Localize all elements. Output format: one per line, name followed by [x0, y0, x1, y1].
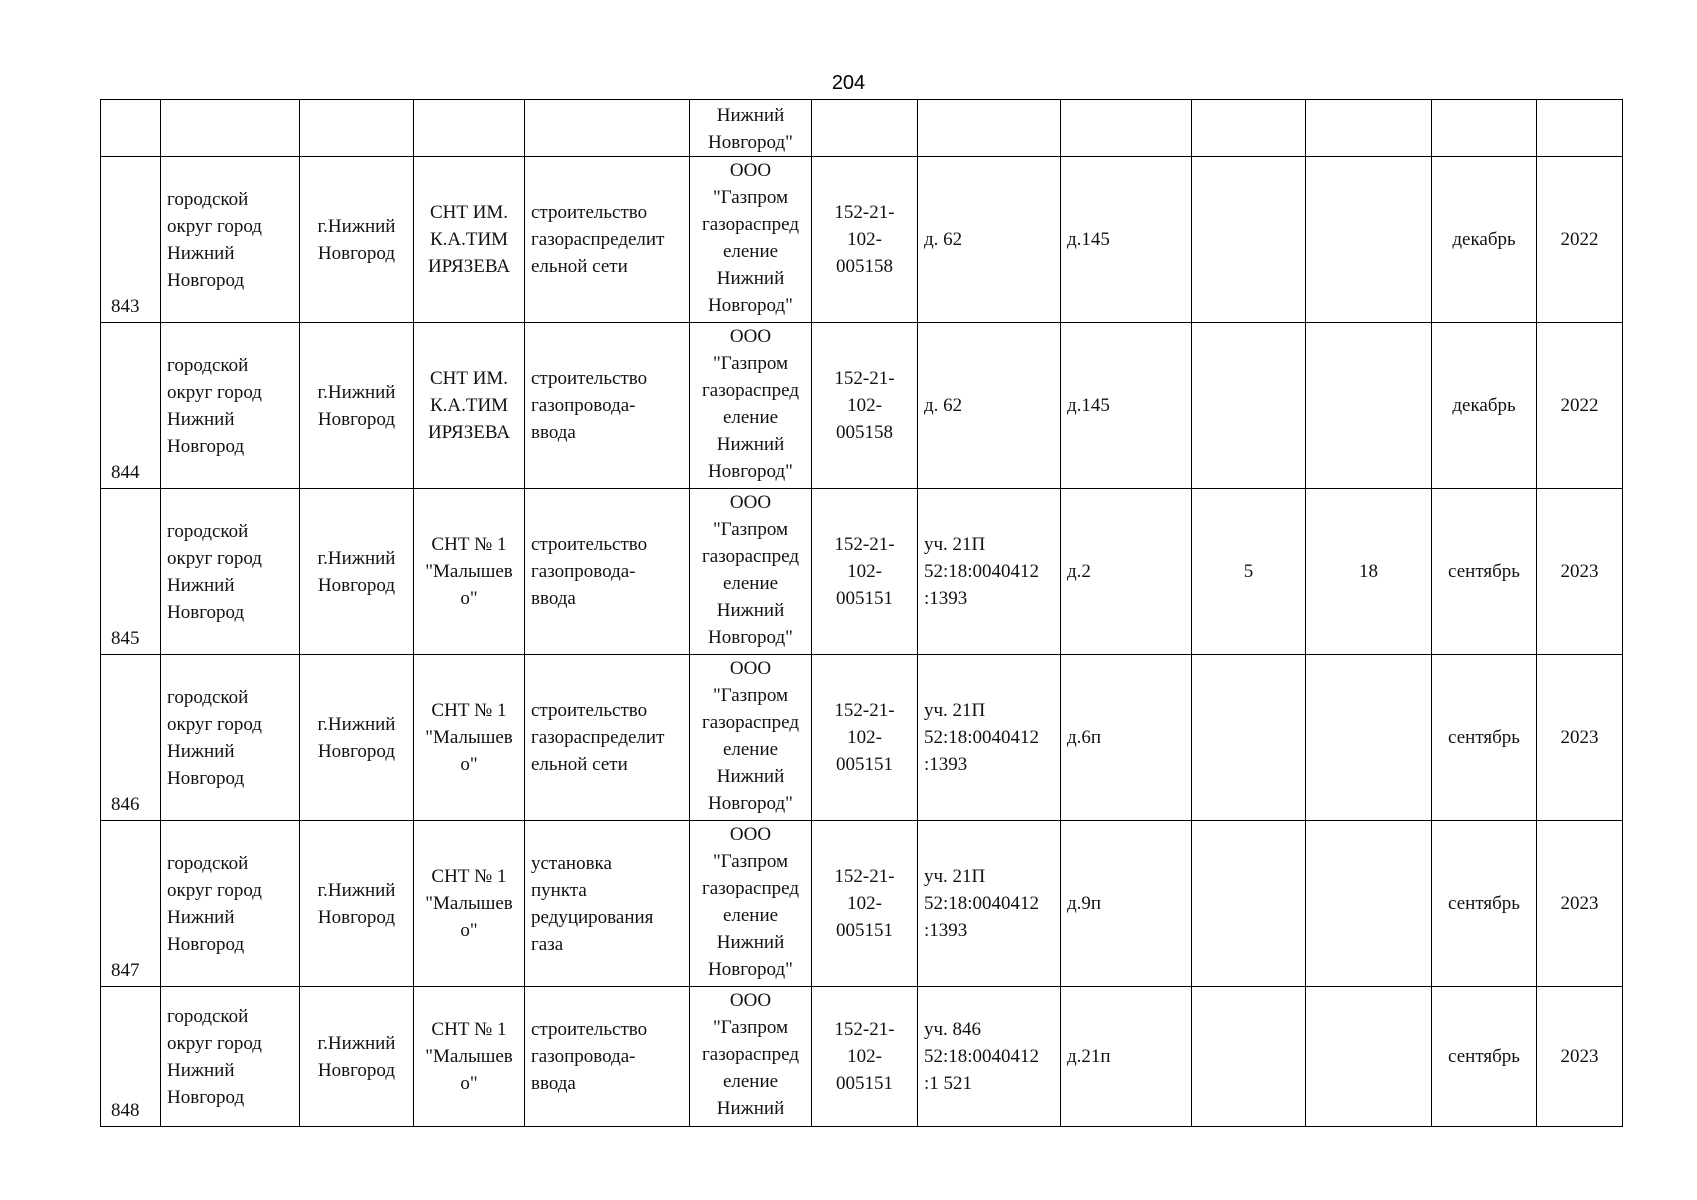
cell-code: [812, 100, 918, 157]
cell-code: [812, 323, 918, 489]
table-row-continuation: [101, 100, 1623, 157]
cell-org: [690, 821, 812, 987]
cell-district: [161, 323, 300, 489]
cell-c10-text: 5: [1243, 561, 1254, 582]
cell-snt-text: СНТ № 1 "Малышев о": [425, 700, 513, 775]
cell-c11: [1306, 157, 1432, 323]
cell-district: [161, 821, 300, 987]
cell-month: [1432, 987, 1537, 1127]
cell-work-text: строительство газораспределит ельной сети: [531, 700, 665, 775]
cell-month: [1432, 821, 1537, 987]
cell-org-text: ООО "Газпром газораспред еление Нижний Новгород": [701, 824, 799, 980]
cell-year-text: 2022: [1560, 229, 1599, 250]
cell-city-text: г.Нижний Новгород: [317, 713, 396, 762]
cell-plot: [918, 821, 1061, 987]
cell-year: [1537, 323, 1623, 489]
cell-c10: [1192, 987, 1306, 1127]
cell-num: [101, 987, 161, 1127]
cell-month: [1432, 655, 1537, 821]
cell-org: [690, 655, 812, 821]
cell-snt-text: СНТ № 1 "Малышев о": [425, 866, 513, 941]
cell-city: [300, 489, 414, 655]
cell-org-text: ООО "Газпром газораспред еление Нижний Новгород": [701, 326, 799, 482]
cell-code-text: 152-21- 102- 005158: [834, 368, 895, 443]
cell-work: [525, 323, 690, 489]
cell-district-text: городской округ город Нижний Новгород: [167, 852, 262, 955]
cell-code: [812, 821, 918, 987]
cell-year-text: 2023: [1560, 893, 1599, 914]
cell-code: [812, 655, 918, 821]
cell-snt-text: СНТ ИМ. К.А.ТИМ ИРЯЗЕВА: [427, 202, 511, 277]
cell-c10: [1192, 157, 1306, 323]
cell-year: [1537, 100, 1623, 157]
cell-c10: [1192, 323, 1306, 489]
cell-year-text: 2023: [1560, 561, 1599, 582]
cell-city-text: г.Нижний Новгород: [317, 215, 396, 264]
cell-year: [1537, 821, 1623, 987]
cell-snt: [414, 821, 525, 987]
cell-c11: [1306, 489, 1432, 655]
cell-snt: [414, 100, 525, 157]
cell-c10: [1192, 489, 1306, 655]
page-number: 204: [831, 72, 866, 94]
cell-c10: [1192, 821, 1306, 987]
cell-num: [101, 157, 161, 323]
cell-num-text: 843: [111, 296, 140, 317]
cell-num-text: 846: [111, 794, 140, 815]
cell-code-text: 152-21- 102- 005158: [834, 202, 895, 277]
cell-city: [300, 100, 414, 157]
cell-plot-text: уч. 846 52:18:0040412 :1 521: [924, 1019, 1040, 1094]
cell-month-text: декабрь: [1452, 229, 1516, 250]
cell-c11: [1306, 987, 1432, 1127]
cell-snt: [414, 323, 525, 489]
cell-plot: [918, 100, 1061, 157]
cell-house: [1061, 100, 1192, 157]
cell-num: [101, 323, 161, 489]
data-table: [100, 99, 1623, 1127]
cell-work: [525, 157, 690, 323]
cell-district: [161, 100, 300, 157]
cell-district-text: городской округ город Нижний Новгород: [167, 520, 262, 623]
cell-plot: [918, 987, 1061, 1127]
cell-work-text: строительство газораспределит ельной сети: [531, 202, 665, 277]
cell-city-text: г.Нижний Новгород: [317, 1032, 396, 1081]
cell-snt-text: СНТ № 1 "Малышев о": [425, 534, 513, 609]
cell-city: [300, 655, 414, 821]
cell-snt-text: СНТ № 1 "Малышев о": [425, 1019, 513, 1094]
table-row: [101, 157, 1623, 323]
cell-snt: [414, 489, 525, 655]
cell-snt: [414, 987, 525, 1127]
cell-district-text: городской округ город Нижний Новгород: [167, 1005, 262, 1108]
cell-num-text: 844: [111, 462, 140, 483]
cell-district: [161, 489, 300, 655]
cell-month-text: сентябрь: [1448, 727, 1520, 748]
cell-num: [101, 821, 161, 987]
cell-org-text: ООО "Газпром газораспред еление Нижний Новгород": [701, 658, 799, 814]
cell-month: [1432, 157, 1537, 323]
cell-plot-text: уч. 21П 52:18:0040412 :1393: [924, 700, 1040, 775]
cell-org: [690, 489, 812, 655]
cell-work-text: строительство газопровода- ввода: [531, 1019, 648, 1094]
cell-code-text: 152-21- 102- 005151: [834, 534, 895, 609]
cell-house-text: д.9п: [1067, 893, 1102, 914]
cell-house: [1061, 489, 1192, 655]
cell-c11-text: 18: [1359, 561, 1378, 582]
cell-house-text: д.21п: [1067, 1046, 1111, 1067]
cell-snt: [414, 157, 525, 323]
cell-house: [1061, 157, 1192, 323]
cell-org-text: Нижний Новгород": [708, 105, 793, 153]
table-row: [101, 821, 1623, 987]
cell-city: [300, 987, 414, 1127]
cell-house: [1061, 987, 1192, 1127]
cell-code: [812, 157, 918, 323]
cell-city-text: г.Нижний Новгород: [317, 547, 396, 596]
cell-code-text: 152-21- 102- 005151: [834, 1019, 895, 1094]
cell-plot: [918, 323, 1061, 489]
cell-month: [1432, 489, 1537, 655]
cell-c11: [1306, 821, 1432, 987]
cell-work-text: строительство газопровода- ввода: [531, 368, 648, 443]
cell-code-text: 152-21- 102- 005151: [834, 700, 895, 775]
cell-district-text: городской округ город Нижний Новгород: [167, 188, 262, 291]
cell-plot-text: д. 62: [924, 395, 963, 416]
cell-num: [101, 489, 161, 655]
cell-year-text: 2022: [1560, 395, 1599, 416]
cell-month-text: сентябрь: [1448, 561, 1520, 582]
cell-plot: [918, 157, 1061, 323]
cell-plot-text: уч. 21П 52:18:0040412 :1393: [924, 534, 1040, 609]
cell-month: [1432, 100, 1537, 157]
cell-city: [300, 821, 414, 987]
cell-city: [300, 157, 414, 323]
cell-year: [1537, 489, 1623, 655]
cell-year: [1537, 157, 1623, 323]
cell-c10: [1192, 100, 1306, 157]
cell-c11: [1306, 323, 1432, 489]
cell-month: [1432, 323, 1537, 489]
table-row: [101, 655, 1623, 821]
cell-district: [161, 987, 300, 1127]
cell-plot-text: д. 62: [924, 229, 963, 250]
cell-org: [690, 323, 812, 489]
cell-city-text: г.Нижний Новгород: [317, 879, 396, 928]
cell-code: [812, 987, 918, 1127]
cell-city: [300, 323, 414, 489]
cell-month-text: декабрь: [1452, 395, 1516, 416]
cell-work-text: установка пункта редуцирования газа: [531, 852, 654, 955]
cell-org-text: ООО "Газпром газораспред еление Нижний: [701, 990, 799, 1119]
cell-org: [690, 987, 812, 1127]
cell-year-text: 2023: [1560, 1046, 1599, 1067]
cell-org: [690, 157, 812, 323]
cell-house-text: д.145: [1067, 229, 1110, 250]
cell-num: [101, 100, 161, 157]
cell-house: [1061, 323, 1192, 489]
cell-plot: [918, 489, 1061, 655]
cell-house-text: д.145: [1067, 395, 1110, 416]
cell-plot-text: уч. 21П 52:18:0040412 :1393: [924, 866, 1040, 941]
cell-work: [525, 821, 690, 987]
cell-month-text: сентябрь: [1448, 1046, 1520, 1067]
cell-work: [525, 987, 690, 1127]
cell-work: [525, 100, 690, 157]
cell-num-text: 847: [111, 960, 140, 981]
cell-org-text: ООО "Газпром газораспред еление Нижний Новгород": [701, 160, 799, 316]
cell-house-text: д.6п: [1067, 727, 1102, 748]
cell-code: [812, 489, 918, 655]
cell-c11: [1306, 100, 1432, 157]
cell-year: [1537, 655, 1623, 821]
table-row: [101, 323, 1623, 489]
table-row: [101, 489, 1623, 655]
cell-district: [161, 157, 300, 323]
cell-plot: [918, 655, 1061, 821]
cell-org: [690, 100, 812, 157]
cell-month-text: сентябрь: [1448, 893, 1520, 914]
cell-district-text: городской округ город Нижний Новгород: [167, 686, 262, 789]
cell-work: [525, 655, 690, 821]
cell-c10: [1192, 655, 1306, 821]
table-row: [101, 987, 1623, 1127]
cell-work-text: строительство газопровода- ввода: [531, 534, 648, 609]
cell-year-text: 2023: [1560, 727, 1599, 748]
cell-num: [101, 655, 161, 821]
cell-work: [525, 489, 690, 655]
cell-num-text: 845: [111, 628, 140, 649]
cell-district: [161, 655, 300, 821]
cell-snt-text: СНТ ИМ. К.А.ТИМ ИРЯЗЕВА: [427, 368, 511, 443]
cell-code-text: 152-21- 102- 005151: [834, 866, 895, 941]
cell-house: [1061, 655, 1192, 821]
cell-city-text: г.Нижний Новгород: [317, 381, 396, 430]
cell-house: [1061, 821, 1192, 987]
cell-c11: [1306, 655, 1432, 821]
cell-num-text: 848: [111, 1100, 140, 1121]
cell-house-text: д.2: [1067, 561, 1091, 582]
cell-district-text: городской округ город Нижний Новгород: [167, 354, 262, 457]
cell-year: [1537, 987, 1623, 1127]
cell-snt: [414, 655, 525, 821]
cell-org-text: ООО "Газпром газораспред еление Нижний Новгород": [701, 492, 799, 648]
